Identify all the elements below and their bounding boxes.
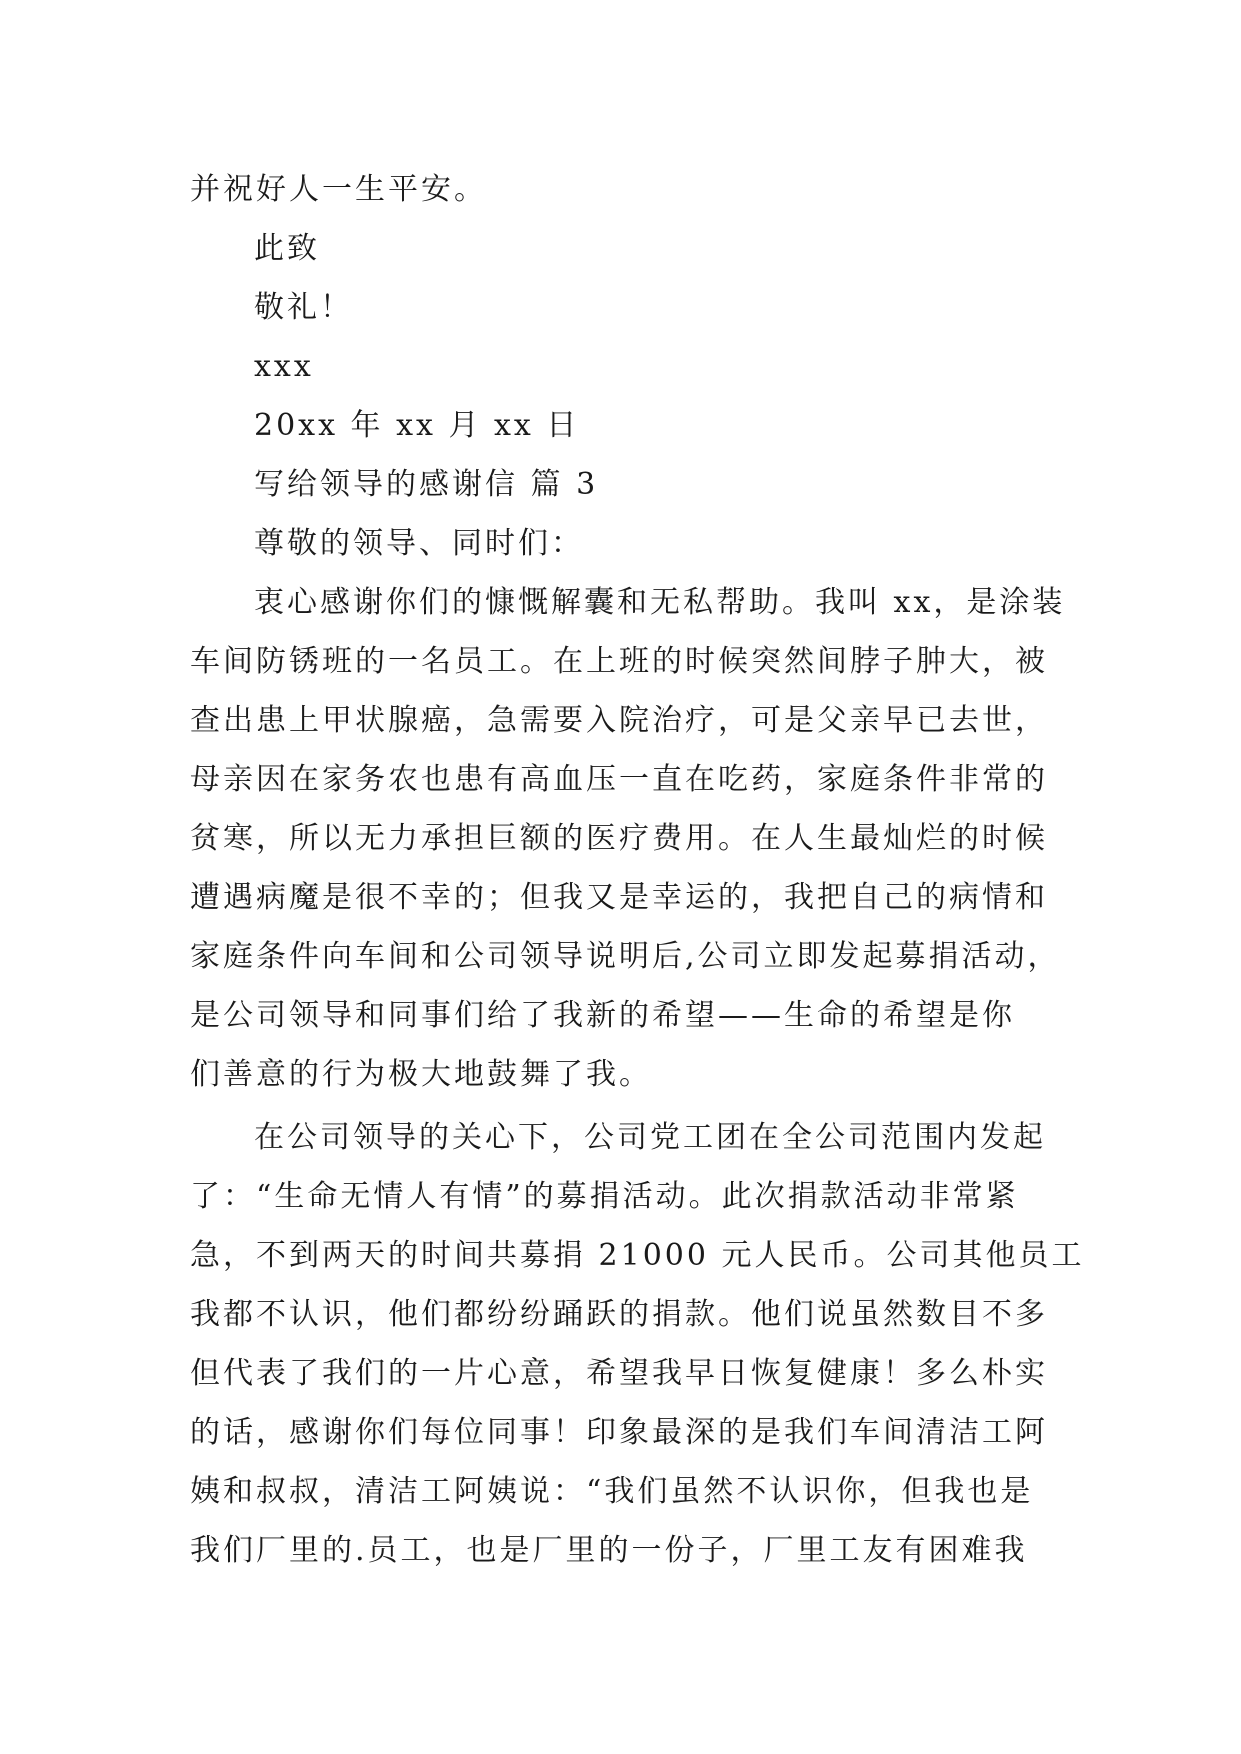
date: 20xx 年 xx 月 xx 日 <box>254 408 580 443</box>
salutation-line-1: 此致 <box>254 231 320 266</box>
paragraph-2 <box>190 1108 1085 1580</box>
paragraph-line: 我都不认识，他们都纷纷踊跃的捐款。他们说虽然数目不多 <box>190 1297 1048 1332</box>
paragraph-line: 是公司领导和同事们给了我新的希望——生命的希望是你 <box>190 998 1015 1033</box>
section-title: 写给领导的感谢信 篇 3 <box>254 467 599 502</box>
paragraph-line: 但代表了我们的一片心意，希望我早日恢复健康！多么朴实 <box>190 1356 1048 1391</box>
paragraph-line: 姨和叔叔，清洁工阿姨说：“我们虽然不认识你，但我也是 <box>190 1474 1034 1509</box>
greeting: 尊敬的领导、同时们： <box>254 526 584 561</box>
paragraph-line: 家庭条件向车间和公司领导说明后,公司立即发起募捐活动， <box>190 939 1061 974</box>
paragraph-line: 了：“生命无情人有情”的募捐活动。此次捐款活动非常紧 <box>190 1179 1019 1214</box>
closing-line: 并祝好人一生平安。 <box>190 172 487 207</box>
paragraph-line: 急，不到两天的时间共募捐 21000 元人民币。公司其他员工 <box>190 1238 1085 1273</box>
paragraph-line: 衷心感谢你们的慷慨解囊和无私帮助。我叫 xx，是涂装 <box>254 585 1066 620</box>
paragraph-line: 在公司领导的关心下，公司党工团在全公司范围内发起 <box>254 1120 1046 1155</box>
paragraph-line: 车间防锈班的一名员工。在上班的时候突然间脖子肿大，被 <box>190 644 1048 679</box>
paragraph-line: 遭遇病魔是很不幸的；但我又是幸运的，我把自己的病情和 <box>190 880 1048 915</box>
paragraph-1 <box>190 573 1070 1104</box>
signature: xxx <box>254 349 314 384</box>
salutation-line-2: 敬礼！ <box>254 290 353 325</box>
letter-body <box>190 160 1085 1580</box>
paragraph-line: 母亲因在家务农也患有高血压一直在吃药，家庭条件非常的 <box>190 762 1048 797</box>
paragraph-line: 查出患上甲状腺癌，急需要入院治疗，可是父亲早已去世， <box>190 703 1048 738</box>
paragraph-line: 们善意的行为极大地鼓舞了我。 <box>190 1057 652 1092</box>
paragraph-line: 贫寒，所以无力承担巨额的医疗费用。在人生最灿烂的时候 <box>190 821 1048 856</box>
paragraph-line: 我们厂里的.员工，也是厂里的一份子，厂里工友有困难我 <box>190 1533 1028 1568</box>
paragraph-line: 的话，感谢你们每位同事！印象最深的是我们车间清洁工阿 <box>190 1415 1048 1450</box>
